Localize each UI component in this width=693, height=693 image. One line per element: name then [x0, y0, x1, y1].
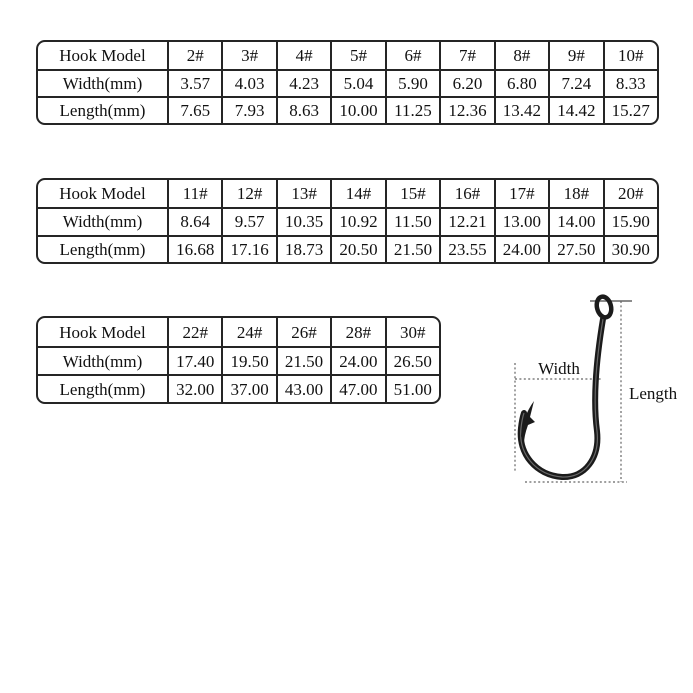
value-cell: 12.36: [439, 96, 493, 123]
hook-size-table-1: [36, 40, 659, 125]
model-cell: 22#: [167, 318, 221, 346]
value-cell: 37.00: [221, 374, 275, 402]
hook-eye: [595, 295, 614, 319]
model-cell: 6#: [385, 42, 439, 69]
value-cell: 19.50: [221, 346, 275, 374]
model-cell: 10#: [603, 42, 657, 69]
row-label: Width(mm): [38, 346, 167, 374]
model-cell: 17#: [494, 180, 548, 207]
model-cell: 30#: [385, 318, 439, 346]
value-cell: 27.50: [548, 235, 602, 262]
value-cell: 17.40: [167, 346, 221, 374]
value-cell: 5.04: [330, 69, 384, 96]
hook-size-table-2: [36, 178, 659, 264]
value-cell: 9.57: [221, 207, 275, 234]
value-cell: 7.93: [221, 96, 275, 123]
width-label: Width: [538, 359, 580, 378]
model-cell: 2#: [167, 42, 221, 69]
model-cell: 12#: [221, 180, 275, 207]
value-cell: 3.57: [167, 69, 221, 96]
model-cell: 8#: [494, 42, 548, 69]
model-cell: 24#: [221, 318, 275, 346]
value-cell: 5.90: [385, 69, 439, 96]
value-cell: 6.80: [494, 69, 548, 96]
value-cell: 14.42: [548, 96, 602, 123]
value-cell: 43.00: [276, 374, 330, 402]
value-cell: 18.73: [276, 235, 330, 262]
hook-size-table-3: [36, 316, 441, 404]
value-cell: 8.63: [276, 96, 330, 123]
hook-measurement-diagram: [490, 286, 693, 504]
value-cell: 10.35: [276, 207, 330, 234]
model-cell: 26#: [276, 318, 330, 346]
value-cell: 47.00: [330, 374, 384, 402]
value-cell: 10.00: [330, 96, 384, 123]
value-cell: 11.25: [385, 96, 439, 123]
value-cell: 24.00: [330, 346, 384, 374]
value-cell: 4.03: [221, 69, 275, 96]
hook-illustration: [521, 295, 614, 477]
row-label: Length(mm): [38, 235, 167, 262]
value-cell: 8.33: [603, 69, 657, 96]
value-cell: 15.90: [603, 207, 657, 234]
value-cell: 13.00: [494, 207, 548, 234]
model-cell: 13#: [276, 180, 330, 207]
hook-shank-bend: [521, 319, 603, 477]
value-cell: 6.20: [439, 69, 493, 96]
value-cell: 7.65: [167, 96, 221, 123]
row-label: Length(mm): [38, 374, 167, 402]
value-cell: 14.00: [548, 207, 602, 234]
value-cell: 7.24: [548, 69, 602, 96]
value-cell: 8.64: [167, 207, 221, 234]
model-cell: 11#: [167, 180, 221, 207]
value-cell: 4.23: [276, 69, 330, 96]
row-label: Width(mm): [38, 69, 167, 96]
measurement-lines: [515, 301, 632, 482]
value-cell: 51.00: [385, 374, 439, 402]
value-cell: 21.50: [385, 235, 439, 262]
model-cell: 16#: [439, 180, 493, 207]
model-cell: 20#: [603, 180, 657, 207]
value-cell: 20.50: [330, 235, 384, 262]
value-cell: 21.50: [276, 346, 330, 374]
model-cell: 28#: [330, 318, 384, 346]
model-cell: 4#: [276, 42, 330, 69]
length-label: Length: [629, 384, 678, 403]
hook-sheen-highlight: [521, 319, 603, 477]
model-cell: 9#: [548, 42, 602, 69]
value-cell: 30.90: [603, 235, 657, 262]
model-cell: 14#: [330, 180, 384, 207]
value-cell: 17.16: [221, 235, 275, 262]
value-cell: 23.55: [439, 235, 493, 262]
model-cell: 18#: [548, 180, 602, 207]
model-cell: 3#: [221, 42, 275, 69]
row-label: Width(mm): [38, 207, 167, 234]
value-cell: 24.00: [494, 235, 548, 262]
value-cell: 12.21: [439, 207, 493, 234]
model-cell: 7#: [439, 42, 493, 69]
hook-model-header: Hook Model: [59, 184, 146, 204]
model-cell: 5#: [330, 42, 384, 69]
value-cell: 16.68: [167, 235, 221, 262]
value-cell: 10.92: [330, 207, 384, 234]
model-cell: 15#: [385, 180, 439, 207]
value-cell: 32.00: [167, 374, 221, 402]
value-cell: 26.50: [385, 346, 439, 374]
value-cell: 13.42: [494, 96, 548, 123]
hook-model-header: Hook Model: [59, 46, 146, 65]
value-cell: 11.50: [385, 207, 439, 234]
value-cell: 15.27: [603, 96, 657, 123]
row-label: Length(mm): [38, 96, 167, 123]
hook-model-header: Hook Model: [59, 322, 146, 342]
